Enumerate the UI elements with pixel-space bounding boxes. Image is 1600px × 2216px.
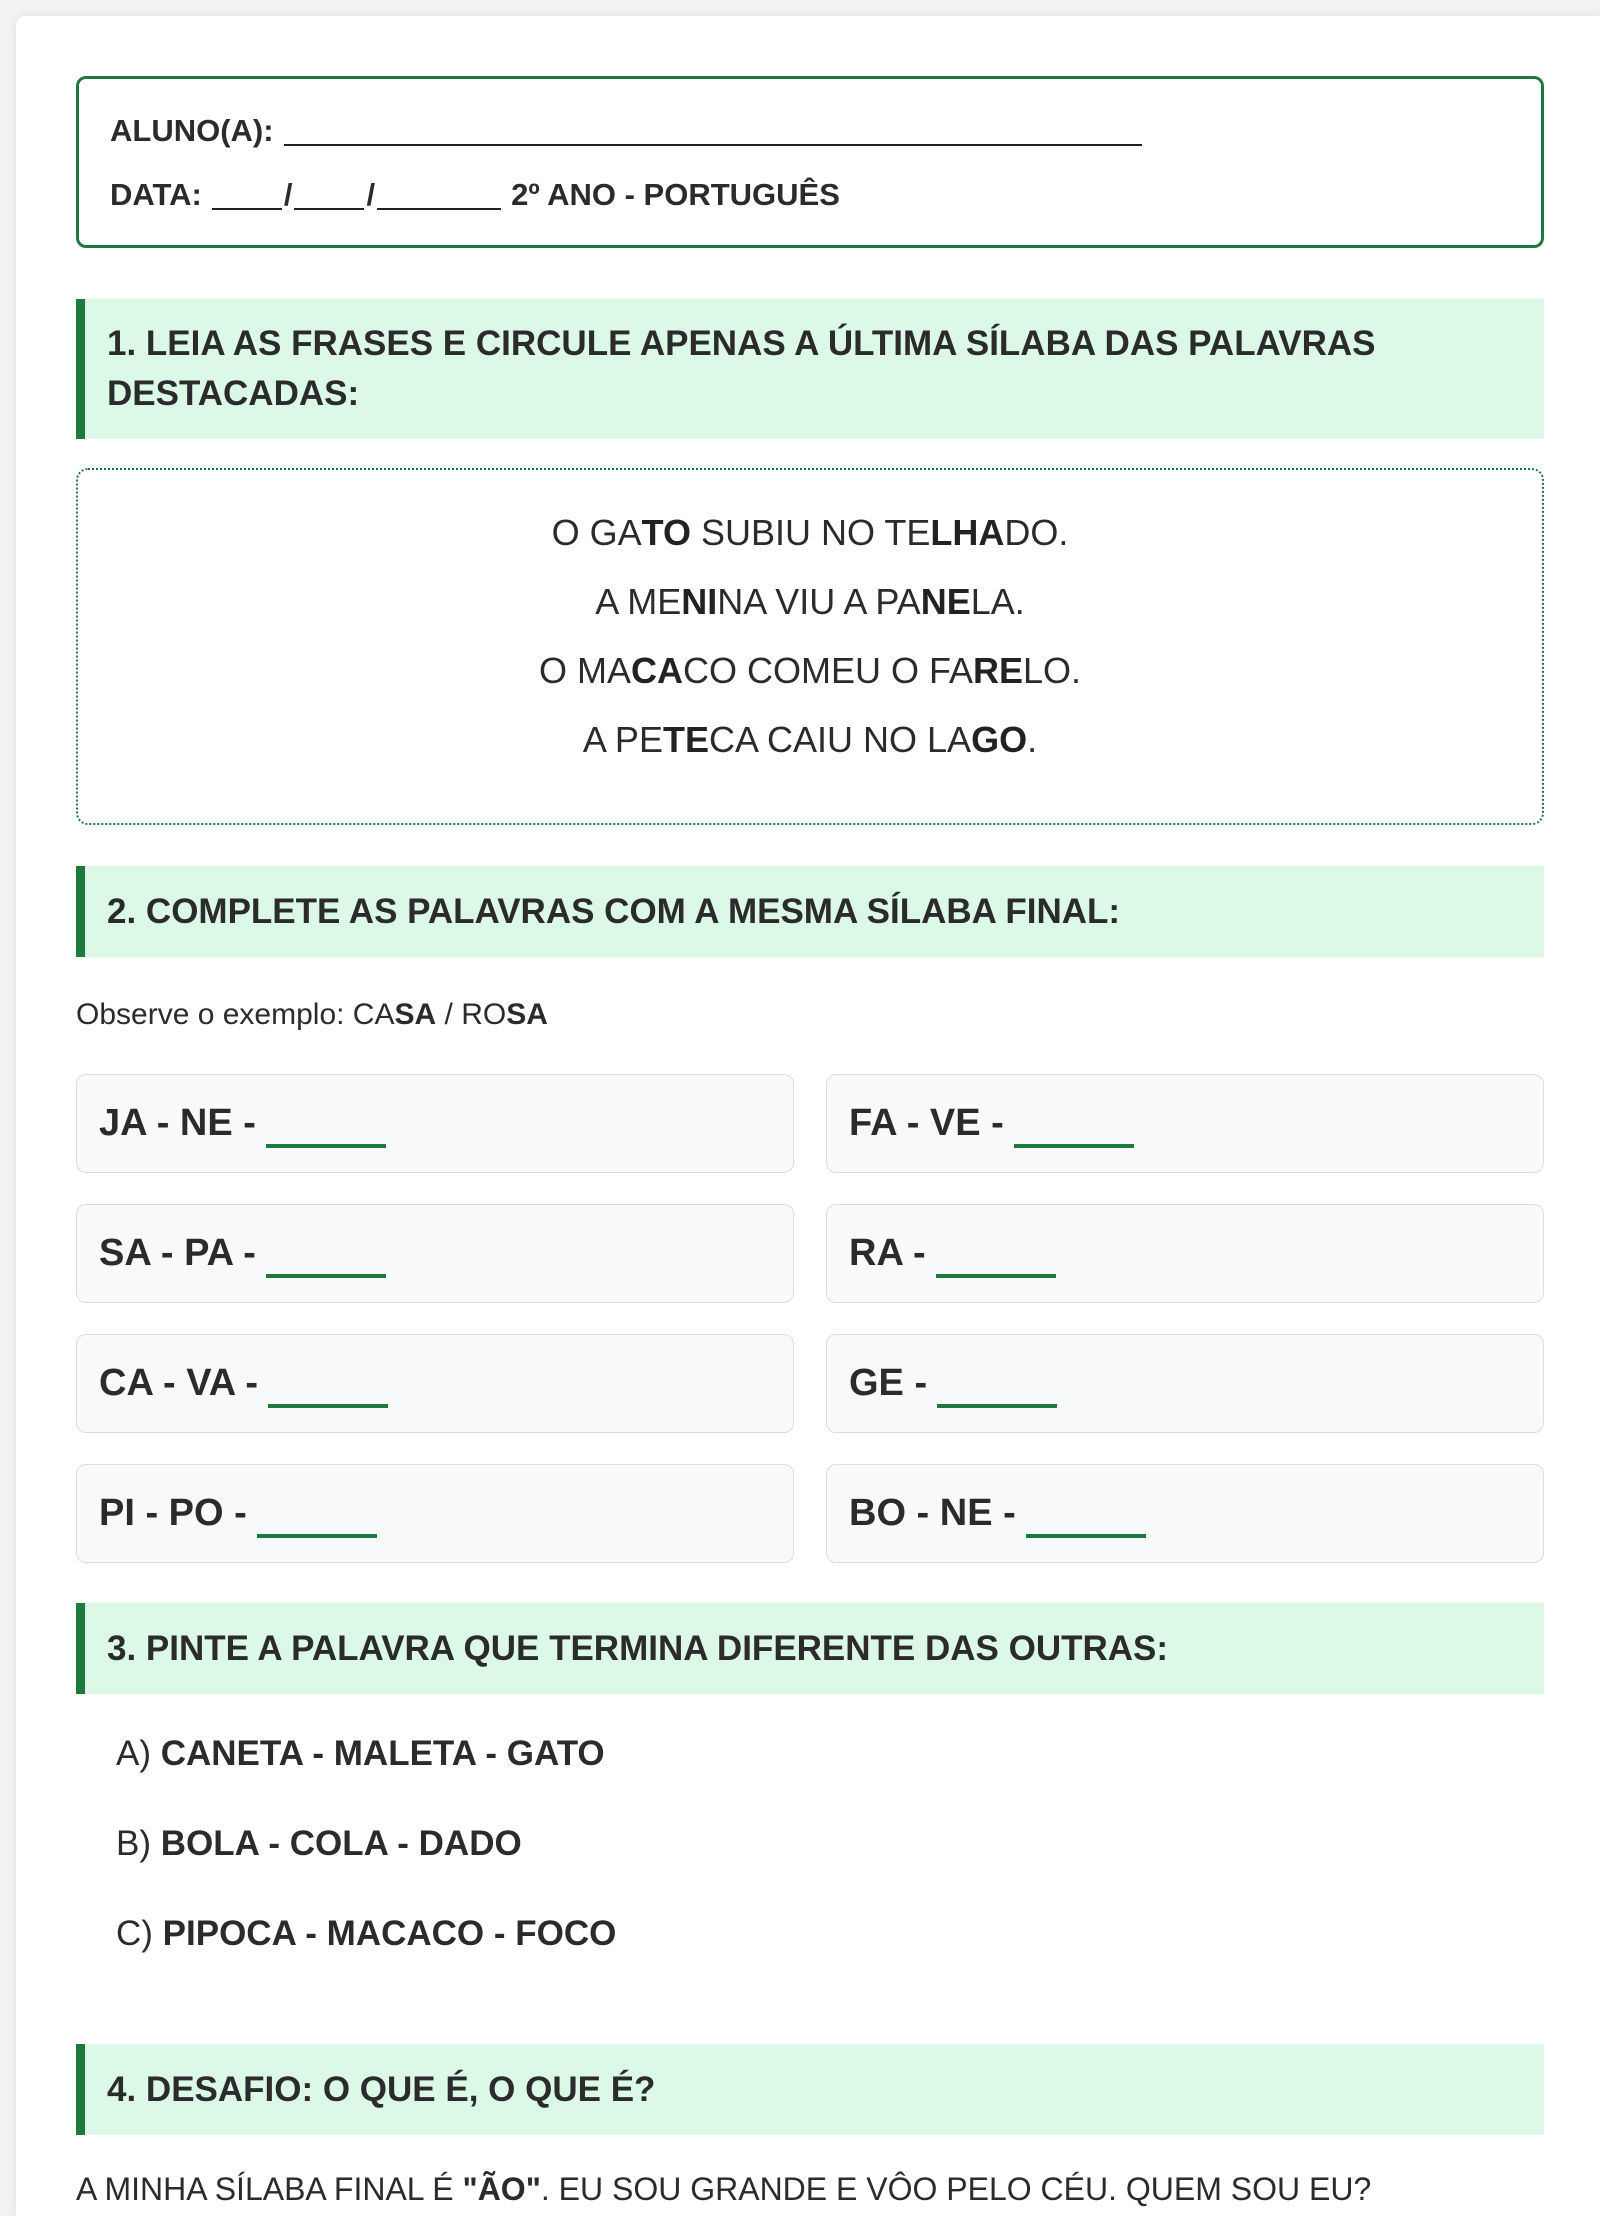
- answer-blank[interactable]: [1014, 1114, 1134, 1148]
- word-completion-grid: [76, 1074, 1544, 1563]
- word-syllables: PI - PO -: [99, 1492, 247, 1534]
- riddle-end: . EU SOU GRANDE E VÔO PELO CÉU. QUEM SOU EU?: [540, 2171, 1372, 2207]
- date-month-blank[interactable]: [294, 178, 364, 210]
- option-words: BOLA - COLA - DADO: [160, 1824, 522, 1863]
- example-word-1-end: SA: [394, 998, 437, 1031]
- student-label: ALUNO(A):: [110, 113, 274, 148]
- highlighted-syllable: GO: [971, 719, 1028, 760]
- riddle-start: A MINHA SÍLABA FINAL É: [76, 2171, 463, 2207]
- student-name-blank[interactable]: [284, 114, 1142, 146]
- date-separator: /: [366, 177, 376, 212]
- answer-blank[interactable]: [936, 1244, 1056, 1278]
- sentence-text: NA VIU A PA: [717, 581, 921, 622]
- section-2-title-text: 2. COMPLETE AS PALAVRAS COM A MESMA SÍLABA FINAL:: [107, 891, 1121, 931]
- section-4-title-text: 4. DESAFIO: O QUE É, O QUE É?: [107, 2069, 656, 2109]
- word-syllables: FA - VE -: [849, 1102, 1004, 1144]
- word-completion-item: [826, 1204, 1544, 1303]
- option-row: [116, 1914, 1544, 2004]
- word-completion-item: [76, 1074, 794, 1173]
- word-syllables: BO - NE -: [849, 1492, 1016, 1534]
- sentence-text: DO.: [1004, 512, 1069, 553]
- highlighted-syllable: LHA: [930, 512, 1005, 553]
- sentence-text: A ME: [595, 581, 682, 622]
- highlighted-syllable: RE: [973, 650, 1024, 691]
- answer-blank[interactable]: [937, 1374, 1057, 1408]
- highlighted-syllable: TE: [662, 719, 709, 760]
- sentence: [78, 651, 1542, 720]
- date-separator: /: [283, 177, 293, 212]
- highlighted-syllable: CA: [630, 650, 683, 691]
- answer-blank[interactable]: [1026, 1504, 1146, 1538]
- option-letter: A): [116, 1734, 151, 1773]
- word-syllables: CA - VA -: [99, 1362, 259, 1404]
- sentence-text: CA CAIU NO LA: [708, 719, 972, 760]
- highlighted-syllable: TO: [641, 512, 691, 553]
- option-letter: C): [116, 1914, 153, 1953]
- word-syllables: SA - PA -: [99, 1232, 256, 1274]
- sentences-box: [76, 468, 1544, 825]
- section-3-title: [76, 1603, 1544, 1694]
- sentence: [78, 720, 1542, 789]
- example-word-2-start: RO: [461, 998, 507, 1031]
- student-name-line: [110, 109, 1541, 149]
- section-2-title: [76, 866, 1544, 957]
- options-list: [76, 1734, 1544, 2004]
- date-line: [110, 173, 1541, 213]
- word-syllables: RA -: [849, 1232, 926, 1274]
- highlighted-syllable: NI: [681, 581, 718, 622]
- example-word-2-end: SA: [506, 998, 548, 1031]
- option-words: PIPOCA - MACACO - FOCO: [162, 1914, 617, 1953]
- word-completion-item: [76, 1204, 794, 1303]
- sentence-text: SUBIU NO TE: [690, 512, 931, 553]
- option-row: [116, 1824, 1544, 1914]
- date-label: DATA:: [110, 177, 202, 212]
- sentence: [78, 513, 1542, 582]
- answer-blank[interactable]: [266, 1244, 386, 1278]
- worksheet-page: [16, 16, 1600, 2216]
- date-year-blank[interactable]: [377, 178, 501, 210]
- example-prefix: Observe o exemplo:: [76, 998, 353, 1031]
- word-completion-item: [76, 1464, 794, 1563]
- sentence-text: LA.: [970, 581, 1025, 622]
- sentence-text: A PE: [582, 719, 663, 760]
- word-completion-item: [76, 1334, 794, 1433]
- section-1-title: [76, 299, 1544, 439]
- example-separator: /: [436, 998, 462, 1031]
- grade-subject: 2º ANO - PORTUGUÊS: [511, 177, 840, 212]
- sentence: [78, 582, 1542, 651]
- word-syllables: GE -: [849, 1362, 928, 1404]
- answer-blank[interactable]: [268, 1374, 388, 1408]
- riddle-syllable: "ÃO": [462, 2171, 541, 2207]
- section-3-title-text: 3. PINTE A PALAVRA QUE TERMINA DIFERENTE DAS OUTRAS:: [107, 1628, 1169, 1668]
- sentence-text: O MA: [538, 650, 631, 691]
- answer-blank[interactable]: [257, 1504, 377, 1538]
- word-completion-item: [826, 1334, 1544, 1433]
- word-syllables: JA - NE -: [99, 1102, 256, 1144]
- option-words: CANETA - MALETA - GATO: [160, 1734, 605, 1773]
- section-4-title: [76, 2044, 1544, 2135]
- riddle-text: [76, 2171, 1544, 2208]
- example-word-1-start: CA: [352, 998, 395, 1031]
- sentence-text: O GA: [551, 512, 642, 553]
- word-completion-item: [826, 1074, 1544, 1173]
- example-line: [76, 995, 1544, 1035]
- option-letter: B): [116, 1824, 151, 1863]
- section-1-title-text: 1. LEIA AS FRASES E CIRCULE APENAS A ÚLTIMA SÍLABA DAS PALAVRAS DESTACADAS:: [107, 324, 1376, 413]
- sentence-text: .: [1027, 719, 1038, 760]
- highlighted-syllable: NE: [920, 581, 971, 622]
- worksheet-content: [76, 76, 1544, 2208]
- answer-blank[interactable]: [266, 1114, 386, 1148]
- option-row: [116, 1734, 1544, 1824]
- sentence-text: CO COMEU O FA: [682, 650, 973, 691]
- date-day-blank[interactable]: [212, 178, 282, 210]
- student-header: [76, 76, 1544, 248]
- sentence-text: LO.: [1023, 650, 1082, 691]
- word-completion-item: [826, 1464, 1544, 1563]
